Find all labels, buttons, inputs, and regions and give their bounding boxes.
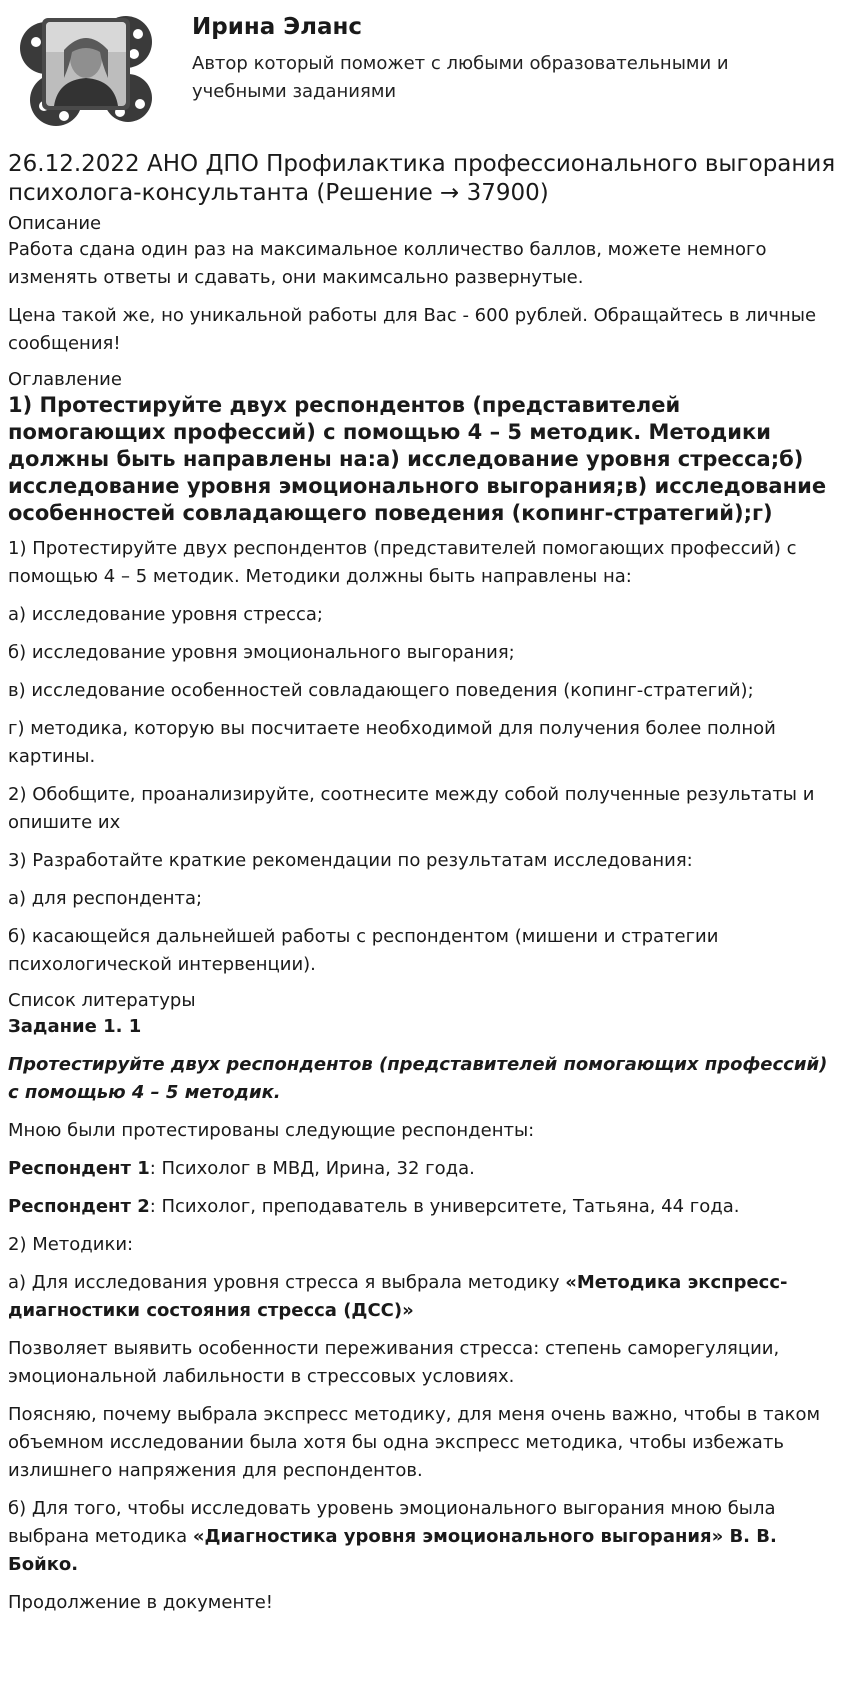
toc-heading: 1) Протестируйте двух респондентов (представителей помогающих профессий) с помощью 4 – 5 методик. Методики должны быть направлены на:а) исследование уровня стресса;б) исследование уровня эмоционального выгорания;в) исследование особенностей совладающего поведения (копинг-стратегий);г) [8, 393, 827, 525]
work-title: 26.12.2022 АНО ДПО Профилактика профессионального выгорания психолога-консультанта (Решение → 37900) [8, 151, 836, 206]
respondent-2-text: : Психолог, преподаватель в университете, Татьяна, 44 года. [149, 1196, 740, 1217]
task-title: Задание 1. 1 [8, 1016, 142, 1037]
toc-item: в) исследование особенностей совладающего поведения (копинг-стратегий); [8, 680, 754, 701]
method-a [8, 1269, 839, 1325]
respondent-1 [8, 1155, 839, 1183]
method-a-text: а) Для исследования уровня стресса я выбрала методику [8, 1272, 566, 1293]
description-label: Описание [8, 213, 102, 234]
toc-item: 3) Разработайте краткие рекомендации по результатам исследования: [8, 850, 693, 871]
price-text: Цена такой же, но уникальной работы для Вас - 600 рублей. Обращайтесь в личные сообщения! [8, 305, 817, 354]
method-b-text: б) Для того, чтобы исследовать уровень эмоционального выгорания мною была выбрана методика [8, 1498, 776, 1547]
author-card [8, 0, 839, 136]
respondent-2-label: Респондент 2 [8, 1196, 150, 1217]
respondents-intro: Мною были протестированы следующие респонденты: [8, 1120, 535, 1141]
method-b [8, 1495, 839, 1579]
toc-item: б) касающейся дальнейшей работы с респондентом (мишени и стратегии психологической интервенции). [8, 926, 719, 975]
author-avatar[interactable] [16, 8, 160, 130]
description-text: Работа сдана один раз на максимальное колличество баллов, можете немного изменять ответы и сдавать, они макимсально развернутые. [8, 239, 767, 288]
method-a-description: Позволяет выявить особенности переживания стресса: степень саморегуляции, эмоциональной лабильности в стрессовых условиях. [8, 1338, 780, 1387]
toc-item: 2) Обобщите, проанализируйте, соотнесите между собой полученные результаты и опишите их [8, 784, 815, 833]
author-name[interactable]: Ирина Эланс [192, 14, 363, 40]
toc-item: а) исследование уровня стресса; [8, 604, 323, 625]
author-description: Автор который поможет с любыми образовательными и учебными заданиями [192, 53, 729, 102]
toc-item: 1) Протестируйте двух респондентов (представителей помогающих профессий) с помощью 4 – 5 методик. Методики должны быть направлены на: [8, 538, 797, 587]
toc-label: Оглавление [8, 369, 122, 390]
literature-label: Список литературы [8, 990, 196, 1011]
respondent-2 [8, 1193, 839, 1221]
continue-note: Продолжение в документе! [8, 1592, 273, 1613]
toc-item: а) для респондента; [8, 888, 203, 909]
respondent-1-label: Респондент 1 [8, 1158, 150, 1179]
toc-item: б) исследование уровня эмоционального выгорания; [8, 642, 515, 663]
method-a-name: «Методика экспресс-диагностики состояния стресса (ДСС)» [8, 1272, 788, 1321]
method-a-reason: Поясняю, почему выбрала экспресс методику, для меня очень важно, чтобы в таком объемном исследовании была хотя бы одна экспресс методика, чтобы избежать излишнего напряжения для респондентов. [8, 1404, 821, 1481]
toc-item: г) методика, которую вы посчитаете необходимой для получения более полной картины. [8, 718, 776, 767]
method-b-name: «Диагностика уровня эмоционального выгорания» В. В. Бойко. [8, 1526, 777, 1575]
methods-label: 2) Методики: [8, 1234, 134, 1255]
respondent-1-text: : Психолог в МВД, Ирина, 32 года. [149, 1158, 475, 1179]
task-text: Протестируйте двух респондентов (представителей помогающих профессий) с помощью 4 – 5 методик. [8, 1054, 828, 1103]
